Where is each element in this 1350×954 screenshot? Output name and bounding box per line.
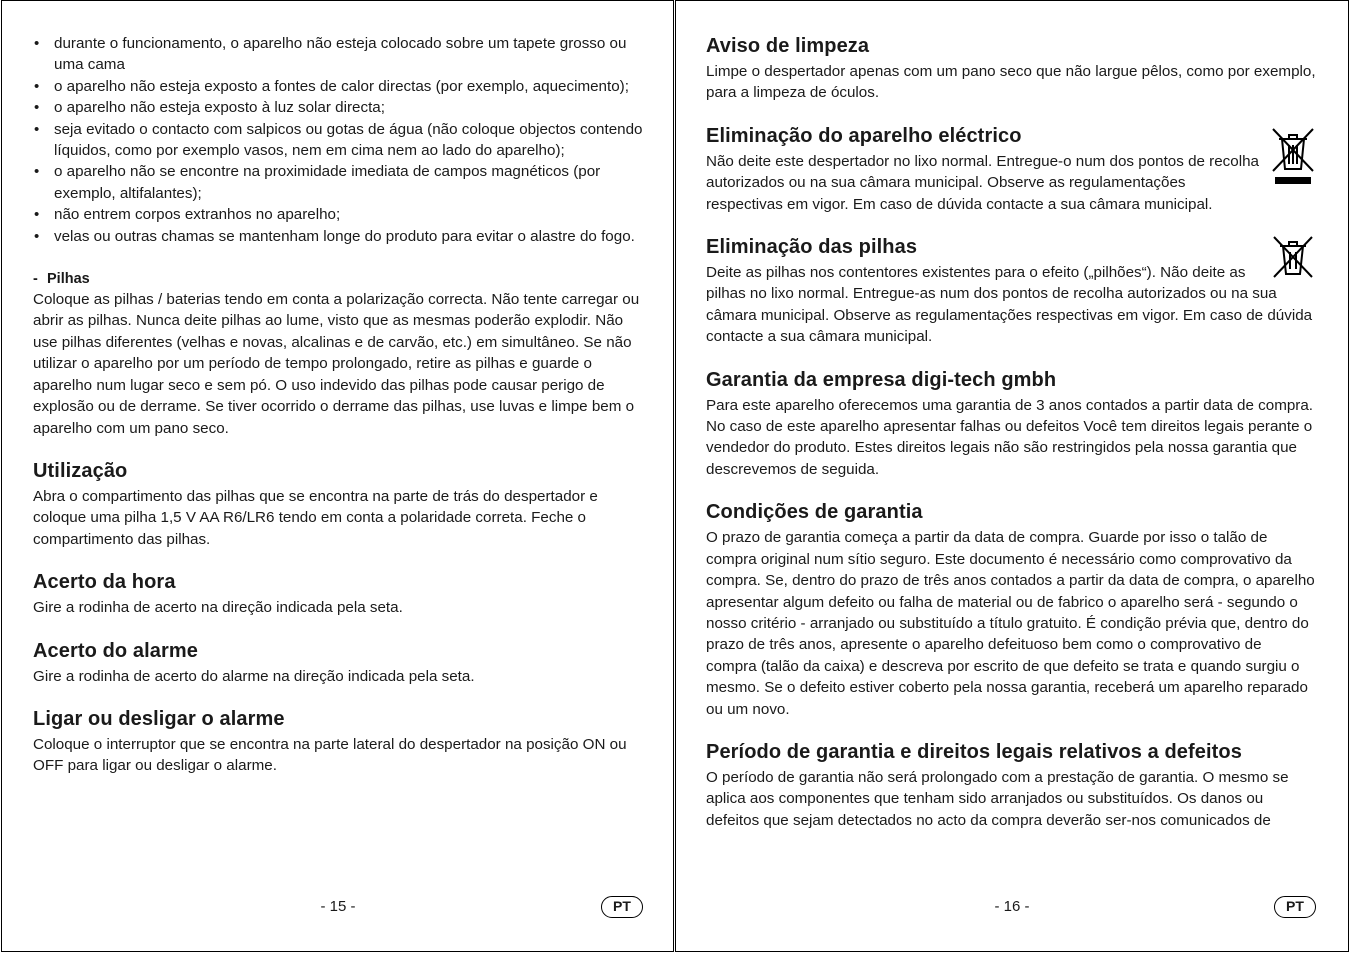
periodo-garantia-text: O período de garantia não será prolongado com a prestação de garantia. O mesmo se aplica aos componentes que tenham sido arranjados ou substituídos. Os danos ou defeitos que sejam detectados no acto da compra deverão ser-nos comunicados de — [706, 768, 1289, 829]
page-16 — [675, 0, 1349, 952]
page-footer — [2, 895, 673, 921]
eliminacao-pilhas-heading: Eliminação das pilhas — [706, 236, 918, 259]
bullet-item: • seja evitado o contacto com salpicos ou gotas de água (não coloque objectos contendo líquidos, como por exemplo vasos, nem em cima nem ao lado do aparelho); — [33, 119, 645, 162]
language-badge: PT — [1274, 896, 1316, 918]
bullet-item: • o aparelho não se encontre na proximidade imediata de campos magnéticos (por exemplo, altifalantes); — [33, 161, 645, 204]
aviso-limpeza-heading: Aviso de limpeza — [706, 35, 870, 57]
utilizacao-text: Abra o compartimento das pilhas que se encontra na parte de trás do despertador e coloque uma pilha 1,5 V AA R6/LR6 tendo em conta a polaridade correta. Feche o compartimento das pilhas. — [33, 487, 598, 548]
pilhas-title: Pilhas — [47, 271, 90, 288]
safety-bullet-list — [33, 33, 645, 247]
garantia-empresa-heading: Garantia da empresa digi-tech gmbh — [706, 368, 1057, 391]
condicoes-garantia-text: O prazo de garantia começa a partir da data de compra. Guarde por isso o talão de compra original num sítio seguro. Este documento é necessário como comprovativo da compra. Se, dentro do prazo de três anos contados a partir da data de compra, o aparelho apresentar algum defeito ou falha de material ou de fabrico o aparelho será - segundo o nosso critério - arranjado ou substituído a título gratuito. É condição prévia que, dentro do prazo de três anos, apresente o aparelho defeituoso bem como o comprovativo de compra (talão da caixa) e descreva por escrito de que defeito se trata e quando surgiu o mesmo. Se o defeito estiver coberto pela nossa garantia, receberá um aparelho reparado ou um novo. — [706, 529, 1315, 718]
periodo-garantia-heading: Período de garantia e direitos legais relativos a defeitos — [706, 740, 1242, 763]
left-column — [33, 33, 645, 777]
page-number: - 15 - — [320, 898, 356, 915]
eliminacao-pilhas-text: Deite as pilhas nos contentores existentes para o efeito („pilhões“). Não deite as pilhas no lixo normal. Entregue-as num dos pontos de recolha autorizados ou na sua câmara municipal. Observe as regulamentações respectivas em vigor. Em caso de dúvida contacte a sua câmara municipal. — [706, 264, 1313, 346]
ligar-alarme-heading: Ligar ou desligar o alarme — [33, 707, 285, 730]
bullet-item: • o aparelho não esteja exposto à luz solar directa; — [33, 97, 645, 118]
pilhas-subheading — [33, 269, 645, 289]
bullet-item: • não entrem corpos extranhos no aparelho; — [33, 204, 645, 225]
eliminacao-pilhas-block — [706, 262, 1316, 348]
page-footer — [676, 895, 1348, 921]
page-15 — [1, 0, 674, 952]
eliminacao-aparelho-heading: Eliminação do aparelho eléctrico — [706, 124, 1022, 147]
subheading-dash: - — [33, 271, 38, 288]
acerto-hora-heading: Acerto da hora — [33, 571, 176, 594]
pilhas-text: Coloque as pilhas / baterias tendo em conta a polarização correcta. Não tente carregar ou abrir as pilhas. Nunca deite pilhas ao lume, visto que as mesmas poderão explodir. Não use pilhas diferentes (velhas e novas, alcalinas e de carvão, etc.) em simultâneo. Se não utilizar o aparelho por um período de tempo prolongado, retire as pilhas e guarde o aparelho num lugar seco e sem pó. O uso indevido das pilhas pode causar perigo de explosão ou de derrame. Se tiver ocorrido o derrame das pilhas, use luvas e limpe bem o aparelho com um pano seco. — [33, 291, 640, 437]
acerto-alarme-text: Gire a rodinha de acerto do alarme na direção indicada pela seta. — [33, 667, 475, 685]
aviso-limpeza-text: Limpe o despertador apenas com um pano seco que não largue pêlos, como por exemplo, para a limpeza de óculos. — [706, 63, 1316, 102]
bullet-item: • velas ou outras chamas se mantenham longe do produto para evitar o alastre do fogo. — [33, 226, 645, 247]
condicoes-garantia-heading: Condições de garantia — [706, 501, 923, 524]
right-column — [706, 33, 1316, 831]
language-badge: PT — [601, 896, 643, 918]
acerto-alarme-heading: Acerto do alarme — [33, 639, 198, 662]
acerto-hora-text: Gire a rodinha de acerto na direção indicada pela seta. — [33, 599, 403, 617]
crossed-out-bin-with-bar-icon — [1270, 125, 1316, 187]
utilizacao-heading: Utilização — [33, 459, 128, 482]
ligar-alarme-text: Coloque o interruptor que se encontra na parte lateral do despertador na posição ON ou OFF para ligar ou desligar o alarme. — [33, 735, 627, 775]
bullet-item: • o aparelho não esteja exposto a fontes de calor directas (por exemplo, aquecimento); — [33, 76, 645, 97]
crossed-out-bin-icon — [1270, 234, 1316, 280]
eliminacao-aparelho-text: Não deite este despertador no lixo normal. Entregue-o num dos pontos de recolha autorizados ou na sua câmara municipal. Observe as regulamentações respectivas em vigor. Em caso de dúvida contacte a sua câmara municipal. — [706, 152, 1259, 213]
page-number: - 16 - — [994, 898, 1030, 915]
eliminacao-aparelho-block — [706, 151, 1316, 215]
bullet-item: • durante o funcionamento, o aparelho não esteja colocado sobre um tapete grosso ou uma cama — [33, 33, 645, 76]
garantia-empresa-text: Para este aparelho oferecemos uma garantia de 3 anos contados a partir data de compra. No caso de este aparelho apresentar falhas ou defeitos Você tem direitos legais perante o vendedor do produto. Estes direitos legais não são restringidos pela nossa garantia que descrevemos de seguida. — [706, 396, 1314, 478]
